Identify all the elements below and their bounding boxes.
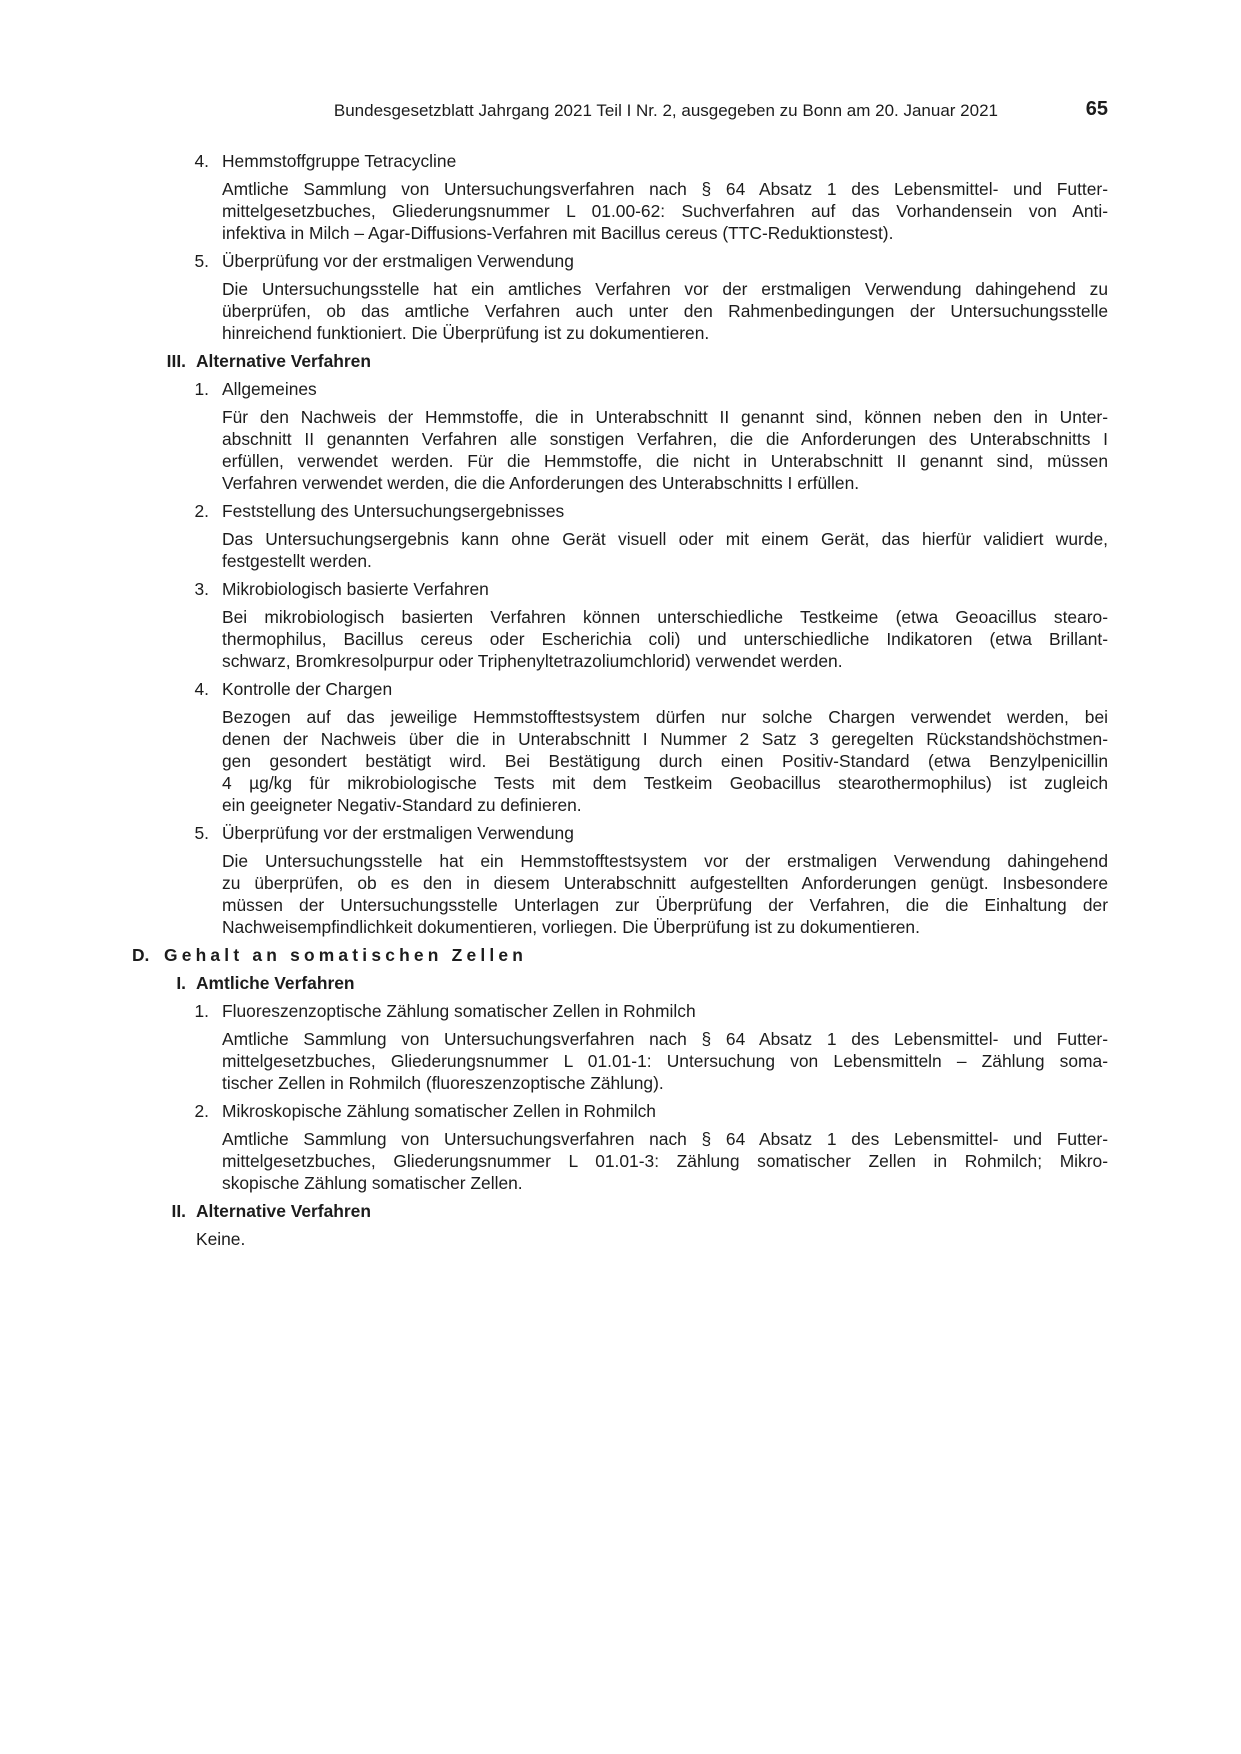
item-number: 2.: [194, 501, 209, 521]
item-number: 5.: [194, 823, 209, 843]
text-line: erfüllen, verwendet werden. Für die Hemmstoffe, die nicht in Unterabschnitt II genannt sind, müssen: [222, 451, 1108, 471]
paragraph: [130, 278, 1108, 344]
item-heading: [130, 250, 1108, 272]
running-header: Bundesgesetzblatt Jahrgang 2021 Teil I Nr. 2, ausgegeben zu Bonn am 20. Januar 2021: [333, 101, 998, 120]
text-line: 4 µg/kg für mikrobiologische Tests mit dem Testkeim Geobacillus stearothermophilus) ist zugleich: [222, 773, 1108, 793]
paragraph: [130, 706, 1108, 816]
text-line: festgestellt werden.: [222, 551, 372, 571]
text-line: denen der Nachweis über die in Unterabschnitt I Nummer 2 Satz 3 geregelten Rückstandshöchstmen-: [222, 729, 1108, 749]
item-title: Kontrolle der Chargen: [222, 679, 393, 699]
item-heading: [130, 678, 1108, 700]
document-body: [130, 150, 1108, 1256]
text-line: Amtliche Sammlung von Untersuchungsverfahren nach § 64 Absatz 1 des Lebensmittel- und Futter-: [222, 1029, 1108, 1049]
text-line: skopische Zählung somatischer Zellen.: [222, 1173, 523, 1193]
section-letter: D.: [132, 945, 150, 965]
text-line: hinreichend funktioniert. Die Überprüfung ist zu dokumentieren.: [222, 323, 710, 343]
text-line: Nachweisempfindlichkeit dokumentieren, vorliegen. Die Überprüfung ist zu dokumentieren.: [222, 917, 920, 937]
subsection-number: III.: [166, 351, 186, 371]
section-heading: [130, 944, 1108, 966]
item-title: Überprüfung vor der erstmaligen Verwendung: [222, 823, 574, 843]
subsection-heading: [130, 350, 1108, 372]
text-line: Bezogen auf das jeweilige Hemmstofftestsystem dürfen nur solche Chargen verwendet werden, bei: [222, 707, 1108, 727]
subsection-heading: [130, 1200, 1108, 1222]
text-line: thermophilus, Bacillus cereus oder Escherichia coli) und unterschiedliche Indikatoren (etwa Brillant-: [222, 629, 1108, 649]
item-number: 1.: [194, 379, 209, 399]
item-heading: [130, 1000, 1108, 1022]
subsection-number: II.: [171, 1201, 186, 1221]
subsection-number: I.: [176, 973, 186, 993]
item-heading: [130, 500, 1108, 522]
text-line: Das Untersuchungsergebnis kann ohne Gerät visuell oder mit einem Gerät, das hierfür validiert wurde,: [222, 529, 1108, 549]
item-title: Feststellung des Untersuchungsergebnisses: [222, 501, 565, 521]
item-heading: [130, 1100, 1108, 1122]
paragraph: [130, 178, 1108, 244]
text-line: gen gesondert bestätigt wird. Bei Bestätigung durch einen Positiv-Standard (etwa Benzylpenicillin: [222, 751, 1108, 771]
paragraph: [130, 406, 1108, 494]
item-heading: [130, 578, 1108, 600]
item-title: Überprüfung vor der erstmaligen Verwendung: [222, 251, 574, 271]
text-line: Bei mikrobiologisch basierten Verfahren können unterschiedliche Testkeime (etwa Geoacillus stearo-: [222, 607, 1108, 627]
page-header: [130, 98, 1108, 124]
text-line: abschnitt II genannten Verfahren alle sonstigen Verfahren, die die Anforderungen des Unterabschnitts I: [222, 429, 1108, 449]
text-line: zu überprüfen, ob es den in diesem Unterabschnitt aufgestellten Anforderungen genügt. Insbesondere: [222, 873, 1108, 893]
text-line: Für den Nachweis der Hemmstoffe, die in Unterabschnitt II genannt sind, können neben den in Unter-: [222, 407, 1108, 427]
subsection-title: Alternative Verfahren: [196, 1201, 371, 1221]
item-number: 3.: [194, 579, 209, 599]
text-line: Verfahren verwendet werden, die die Anforderungen des Unterabschnitts I erfüllen.: [222, 473, 860, 493]
text-line: mittelgesetzbuches, Gliederungsnummer L 01.01-1: Untersuchung von Lebensmitteln – Zählung soma-: [222, 1051, 1108, 1071]
subsection-title: Amtliche Verfahren: [196, 973, 355, 993]
text-line: Amtliche Sammlung von Untersuchungsverfahren nach § 64 Absatz 1 des Lebensmittel- und Futter-: [222, 1129, 1108, 1149]
paragraph: [130, 606, 1108, 672]
paragraph: [130, 850, 1108, 938]
item-number: 1.: [194, 1001, 209, 1021]
item-heading: [130, 150, 1108, 172]
text-line: schwarz, Bromkresolpurpur oder Triphenyltetrazoliumchlorid) verwendet werden.: [222, 651, 843, 671]
text-line: Amtliche Sammlung von Untersuchungsverfahren nach § 64 Absatz 1 des Lebensmittel- und Futter-: [222, 179, 1108, 199]
text-line: Die Untersuchungsstelle hat ein amtliches Verfahren vor der erstmaligen Verwendung dahingehend zu: [222, 279, 1108, 299]
text-line: ein geeigneter Negativ-Standard zu definieren.: [222, 795, 582, 815]
item-title: Mikrobiologisch basierte Verfahren: [222, 579, 489, 599]
item-number: 4.: [194, 151, 209, 171]
text-line: mittelgesetzbuches, Gliederungsnummer L 01.00-62: Suchverfahren auf das Vorhandensein von Anti-: [222, 201, 1108, 221]
page-number: 65: [1085, 98, 1108, 120]
subsection-title: Alternative Verfahren: [196, 351, 371, 371]
item-heading: [130, 822, 1108, 844]
text-line: infektiva in Milch – Agar-Diffusions-Verfahren mit Bacillus cereus (TTC-Reduktionstest).: [222, 223, 894, 243]
item-title: Mikroskopische Zählung somatischer Zellen in Rohmilch: [222, 1101, 656, 1121]
text-line: mittelgesetzbuches, Gliederungsnummer L 01.01-3: Zählung somatischer Zellen in Rohmilch; Mikro-: [222, 1151, 1108, 1171]
item-title: Fluoreszenzoptische Zählung somatischer Zellen in Rohmilch: [222, 1001, 696, 1021]
paragraph-text: Keine.: [196, 1229, 246, 1249]
text-line: müssen der Untersuchungsstelle Unterlagen zur Überprüfung der Verfahren, die die Einhaltung der: [222, 895, 1108, 915]
paragraph: [130, 528, 1108, 572]
text-line: Die Untersuchungsstelle hat ein Hemmstofftestsystem vor der erstmaligen Verwendung dahingehend: [222, 851, 1108, 871]
paragraph: [130, 1128, 1108, 1194]
paragraph: [130, 1028, 1108, 1094]
item-heading: [130, 378, 1108, 400]
item-number: 5.: [194, 251, 209, 271]
subsection-heading: [130, 972, 1108, 994]
item-title: Hemmstoffgruppe Tetracycline: [222, 151, 457, 171]
text-line: überprüfen, ob das amtliche Verfahren auch unter den Rahmenbedingungen der Untersuchungsstelle: [222, 301, 1108, 321]
item-title: Allgemeines: [222, 379, 317, 399]
text-line: tischer Zellen in Rohmilch (fluoreszenzoptische Zählung).: [222, 1073, 664, 1093]
item-number: 2.: [194, 1101, 209, 1121]
item-number: 4.: [194, 679, 209, 699]
section-title: Gehalt an somatischen Zellen: [164, 945, 528, 965]
